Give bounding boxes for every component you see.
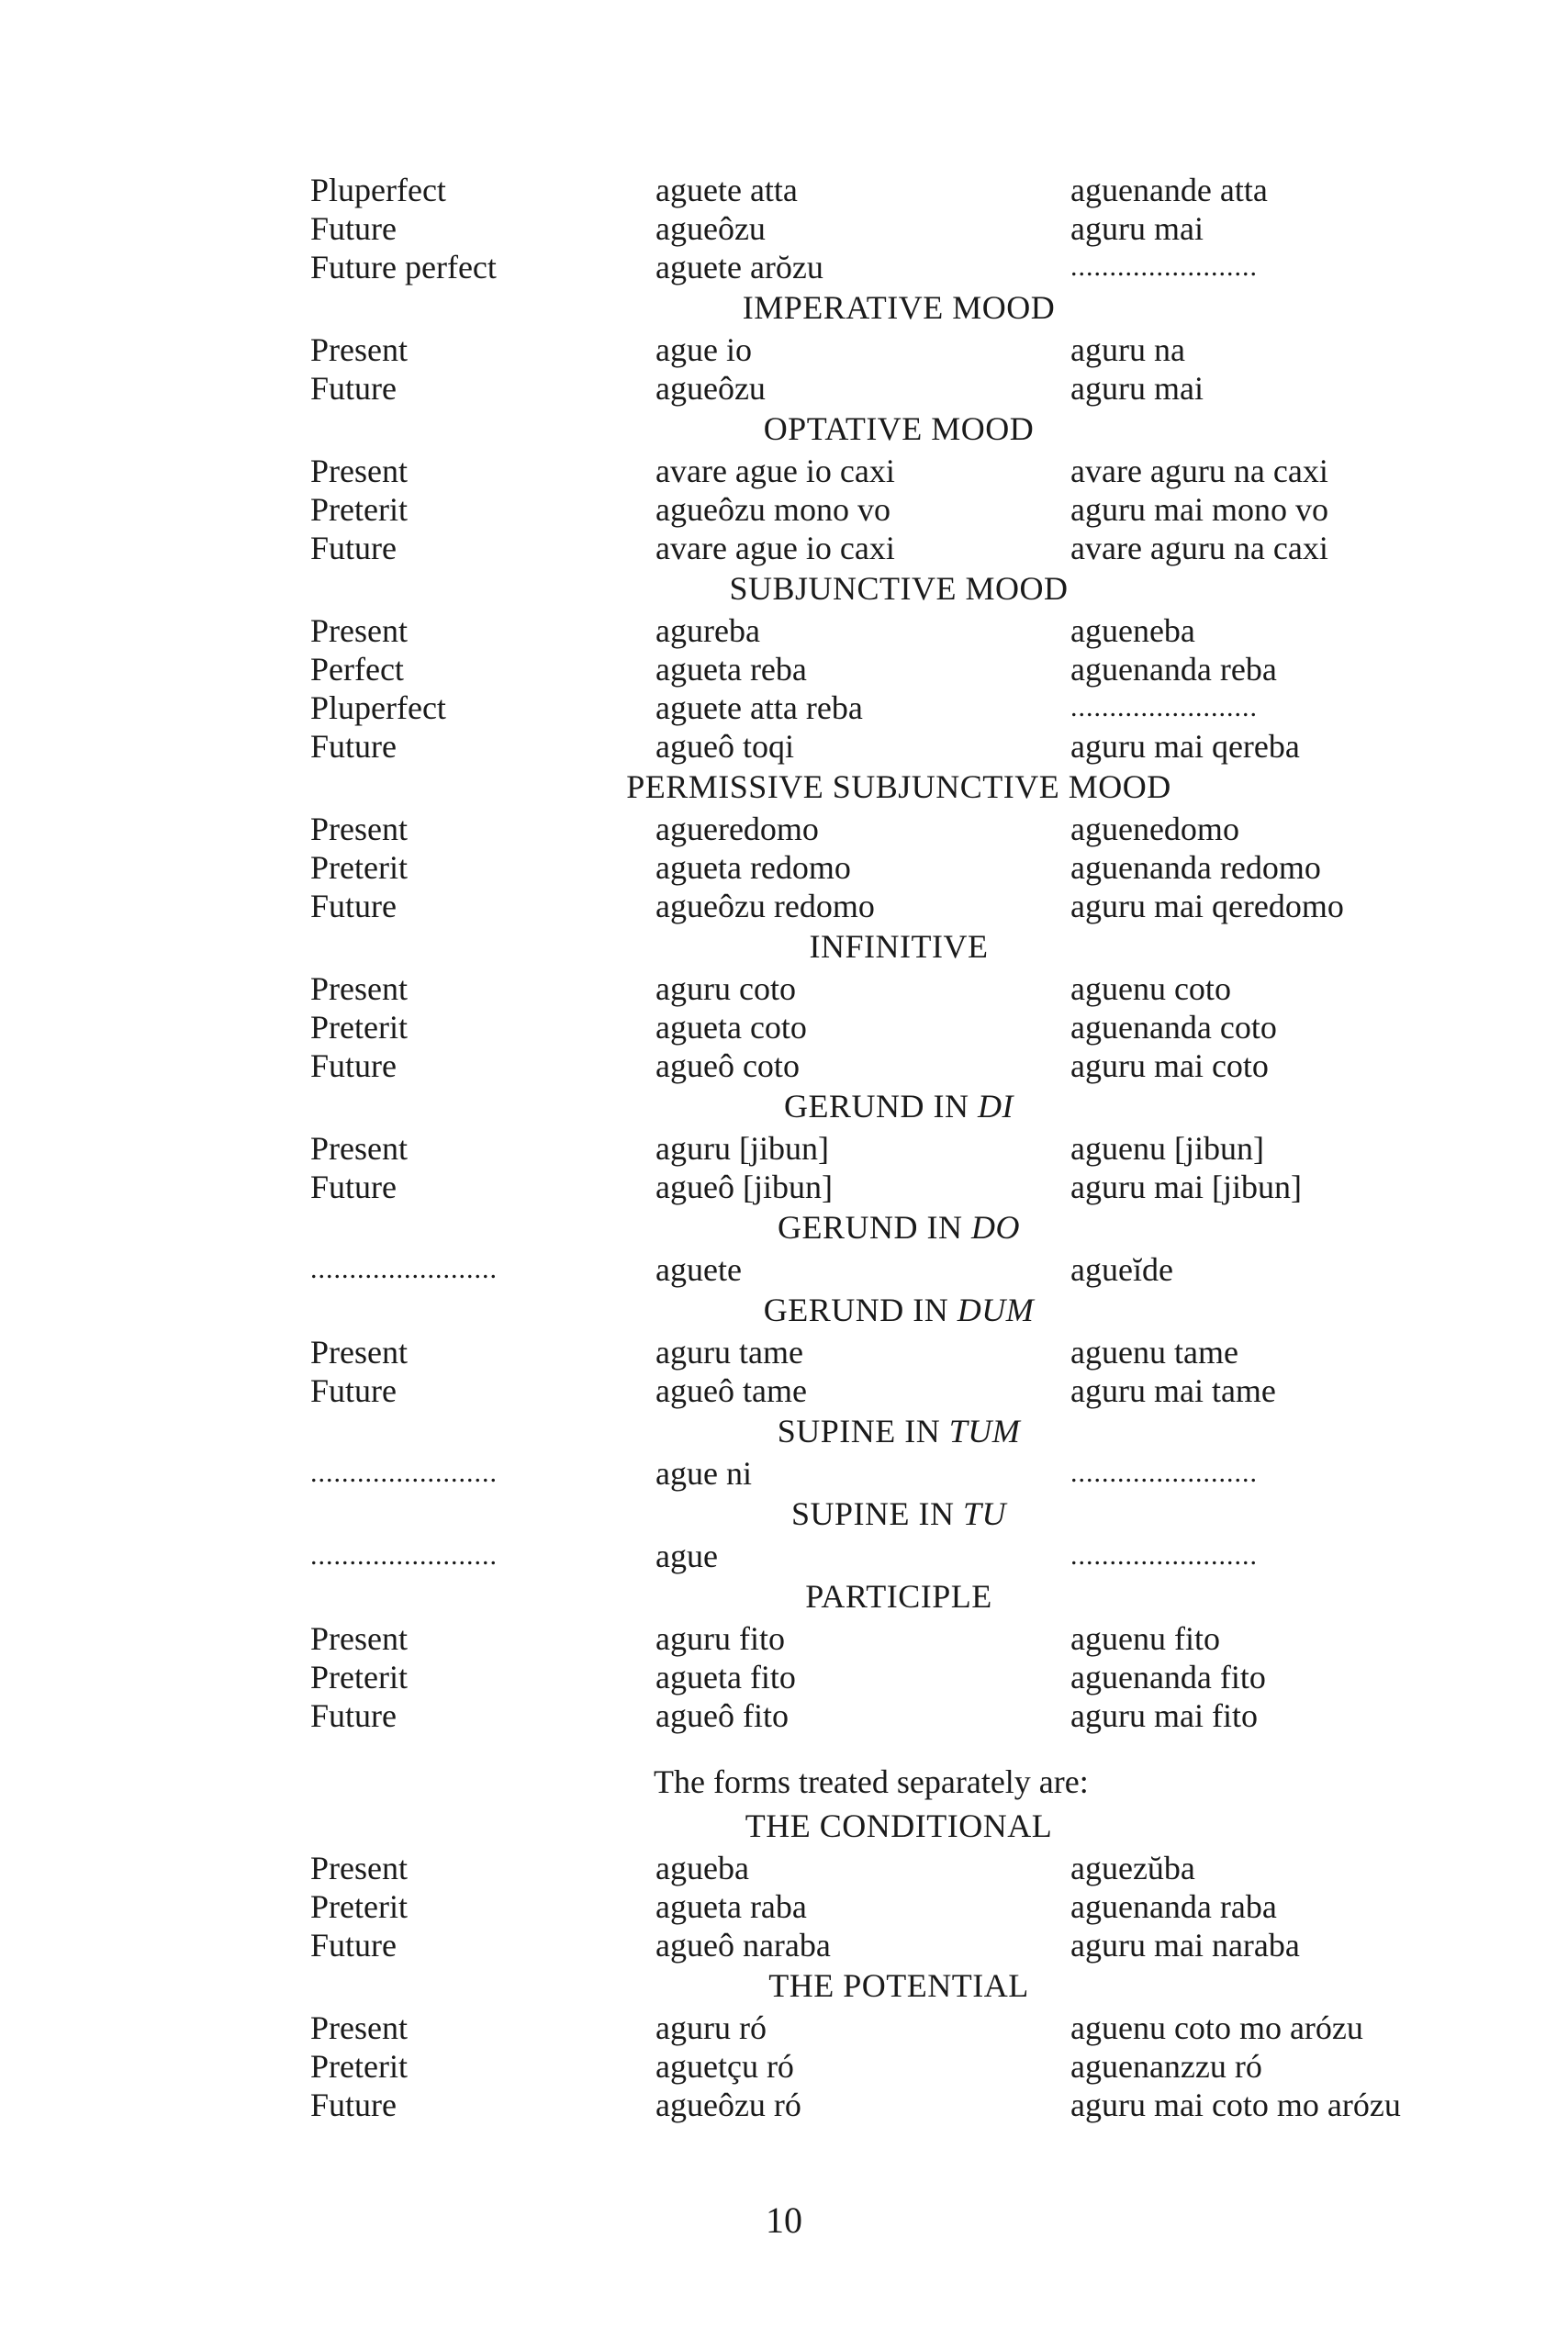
singular-form: agueta coto — [655, 1009, 807, 1046]
plural-form: aguenande atta — [1070, 172, 1268, 208]
table-row — [0, 848, 1568, 887]
table-row — [0, 2086, 1568, 2124]
tense-label: Future — [310, 210, 397, 247]
singular-form: agueredomo — [655, 811, 819, 847]
tense-label: Future — [310, 1169, 397, 1205]
plural-form: aguenu coto mo arózu — [1070, 2009, 1363, 2046]
tense-label: ........................ — [310, 1254, 498, 1284]
tense-label: Preterit — [310, 491, 408, 528]
tense-label: Present — [310, 453, 408, 489]
tense-label: ........................ — [310, 1458, 498, 1488]
tense-label: Pluperfect — [310, 172, 446, 208]
singular-form: aguru tame — [655, 1334, 803, 1371]
plural-form: aguru mai fito — [1070, 1697, 1258, 1734]
tense-label: Present — [310, 1850, 408, 1886]
singular-form: agueô toqi — [655, 728, 794, 765]
tense-label: Present — [310, 811, 408, 847]
table-row — [0, 1008, 1568, 1046]
table-row — [0, 452, 1568, 490]
section-heading: THE POTENTIAL — [768, 1967, 1029, 2004]
tense-label: Preterit — [310, 849, 408, 886]
table-row — [0, 1454, 1568, 1493]
table-row — [0, 1887, 1568, 1926]
plural-form: aguru mai qereba — [1070, 728, 1300, 765]
singular-form: aguete atta — [655, 172, 798, 208]
plural-form: aguenu [jibun] — [1070, 1130, 1264, 1167]
singular-form: avare ague io caxi — [655, 530, 895, 566]
table-row — [0, 369, 1568, 408]
plural-form: aguenu fito — [1070, 1620, 1220, 1657]
singular-form: agueta raba — [655, 1888, 807, 1925]
tense-label: Present — [310, 2009, 408, 2046]
table-row — [0, 1333, 1568, 1371]
tense-label: ........................ — [310, 1540, 498, 1571]
tense-label: Future — [310, 728, 397, 765]
singular-form: agueba — [655, 1850, 749, 1886]
singular-form: aguete — [655, 1251, 742, 1288]
singular-form: aguru coto — [655, 970, 796, 1007]
plural-form: aguru mai — [1070, 370, 1204, 407]
table-row — [0, 969, 1568, 1008]
singular-form: agueôzu redomo — [655, 888, 875, 924]
plural-form: ........................ — [1070, 1540, 1258, 1571]
section-heading: PERMISSIVE SUBJUNCTIVE MOOD — [626, 768, 1171, 805]
plural-form: aguru mai coto mo arózu — [1070, 2087, 1401, 2123]
tense-label: Present — [310, 1130, 408, 1167]
table-row — [0, 1537, 1568, 1575]
tense-label: Future — [310, 1047, 397, 1084]
table-row — [0, 810, 1568, 848]
tense-label: Present — [310, 1334, 408, 1371]
singular-form: ague io — [655, 331, 752, 368]
tense-label: Future — [310, 370, 397, 407]
singular-form: aguete arŏzu — [655, 249, 823, 285]
plural-form: aguru na — [1070, 331, 1185, 368]
plural-form: aguenu tame — [1070, 1334, 1238, 1371]
section-heading: GERUND IN DI — [784, 1088, 1014, 1125]
plural-form: aguru mai — [1070, 210, 1204, 247]
section-heading: GERUND IN DO — [778, 1209, 1020, 1246]
table-row — [0, 887, 1568, 925]
singular-form: agueôzu ró — [655, 2087, 801, 2123]
singular-form: agueô naraba — [655, 1927, 831, 1964]
plural-form: aguenedomo — [1070, 811, 1239, 847]
table-row — [0, 171, 1568, 209]
singular-form: ague — [655, 1538, 718, 1574]
table-row — [0, 1658, 1568, 1696]
section-heading: SUPINE IN TU — [790, 1495, 1007, 1532]
tense-label: Future — [310, 888, 397, 924]
plural-form: ........................ — [1070, 692, 1258, 722]
singular-form: agueô fito — [655, 1697, 789, 1734]
plural-form: agueneba — [1070, 612, 1195, 649]
singular-form: agueta fito — [655, 1659, 796, 1695]
section-heading: OPTATIVE MOOD — [763, 410, 1035, 447]
tense-label: Present — [310, 612, 408, 649]
singular-form: agueô [jibun] — [655, 1169, 833, 1205]
table-row — [0, 1046, 1568, 1085]
section-heading: IMPERATIVE MOOD — [742, 289, 1056, 326]
table-row — [0, 1926, 1568, 1964]
plural-form: aguenu coto — [1070, 970, 1231, 1007]
tense-label: Perfect — [310, 651, 404, 688]
tense-label: Future — [310, 1927, 397, 1964]
plural-form: ........................ — [1070, 1458, 1258, 1488]
singular-form: agueôzu — [655, 210, 766, 247]
plural-form: aguru mai coto — [1070, 1047, 1269, 1084]
table-row — [0, 2009, 1568, 2047]
singular-form: aguetçu ró — [655, 2048, 794, 2085]
singular-form: agureba — [655, 612, 760, 649]
section-heading-italic: DUM — [957, 1292, 1035, 1328]
section-heading: PARTICIPLE — [805, 1578, 992, 1615]
plural-form: aguenanda coto — [1070, 1009, 1277, 1046]
plural-form: aguenanda raba — [1070, 1888, 1277, 1925]
plural-form: avare aguru na caxi — [1070, 453, 1328, 489]
section-heading: SUBJUNCTIVE MOOD — [729, 570, 1069, 607]
table-row — [0, 248, 1568, 286]
singular-form: agueô tame — [655, 1372, 807, 1409]
section-heading: GERUND IN DUM — [763, 1292, 1035, 1328]
table-row — [0, 650, 1568, 688]
table-row — [0, 330, 1568, 369]
singular-form: agueta reba — [655, 651, 807, 688]
tense-label: Present — [310, 331, 408, 368]
singular-form: agueô coto — [655, 1047, 800, 1084]
plural-form: ........................ — [1070, 252, 1258, 282]
table-row — [0, 1619, 1568, 1658]
singular-form: ague ni — [655, 1455, 752, 1492]
singular-form: aguru ró — [655, 2009, 767, 2046]
tense-label: Future — [310, 530, 397, 566]
table-row — [0, 1696, 1568, 1735]
page-number: 10 — [766, 2199, 802, 2241]
plural-form: aguru mai naraba — [1070, 1927, 1300, 1964]
section-heading: SUPINE IN TUM — [777, 1413, 1021, 1449]
section-heading-italic: DO — [970, 1209, 1020, 1246]
tense-label: Present — [310, 1620, 408, 1657]
tense-label: Preterit — [310, 1659, 408, 1695]
tense-label: Present — [310, 970, 408, 1007]
table-row — [0, 688, 1568, 727]
section-heading: INFINITIVE — [809, 928, 989, 965]
table-row — [0, 2047, 1568, 2086]
tense-label: Pluperfect — [310, 689, 446, 726]
singular-form: aguru fito — [655, 1620, 785, 1657]
intro-text: The forms treated separately are: — [654, 1763, 1089, 1800]
singular-form: agueôzu — [655, 370, 766, 407]
table-row — [0, 1371, 1568, 1410]
tense-label: Preterit — [310, 1888, 408, 1925]
plural-form: aguru mai mono vo — [1070, 491, 1328, 528]
plural-form: aguru mai tame — [1070, 1372, 1276, 1409]
section-heading-italic: TUM — [948, 1413, 1021, 1449]
plural-form: aguezŭba — [1070, 1850, 1195, 1886]
plural-form: agueĭde — [1070, 1251, 1173, 1288]
table-row — [0, 529, 1568, 567]
tense-label: Preterit — [310, 1009, 408, 1046]
table-row — [0, 1849, 1568, 1887]
tense-label: Future — [310, 1697, 397, 1734]
table-row — [0, 1129, 1568, 1168]
table-row — [0, 1168, 1568, 1206]
singular-form: agueôzu mono vo — [655, 491, 890, 528]
singular-form: agueta redomo — [655, 849, 851, 886]
table-row — [0, 209, 1568, 248]
tense-label: Future perfect — [310, 249, 497, 285]
singular-form: aguru [jibun] — [655, 1130, 829, 1167]
section-heading-italic: TU — [962, 1495, 1007, 1532]
plural-form: aguru mai qeredomo — [1070, 888, 1344, 924]
tense-label: Future — [310, 1372, 397, 1409]
plural-form: aguenanda redomo — [1070, 849, 1321, 886]
tense-label: Future — [310, 2087, 397, 2123]
singular-form: avare ague io caxi — [655, 453, 895, 489]
tense-label: Preterit — [310, 2048, 408, 2085]
section-heading-italic: DI — [977, 1088, 1014, 1125]
plural-form: avare aguru na caxi — [1070, 530, 1328, 566]
plural-form: aguenanda reba — [1070, 651, 1277, 688]
table-row — [0, 611, 1568, 650]
table-row — [0, 490, 1568, 529]
table-row — [0, 727, 1568, 766]
table-row — [0, 1250, 1568, 1289]
section-heading: THE CONDITIONAL — [745, 1807, 1053, 1844]
plural-form: aguenanzzu ró — [1070, 2048, 1262, 2085]
plural-form: aguenanda fito — [1070, 1659, 1266, 1695]
singular-form: aguete atta reba — [655, 689, 863, 726]
plural-form: aguru mai [jibun] — [1070, 1169, 1302, 1205]
